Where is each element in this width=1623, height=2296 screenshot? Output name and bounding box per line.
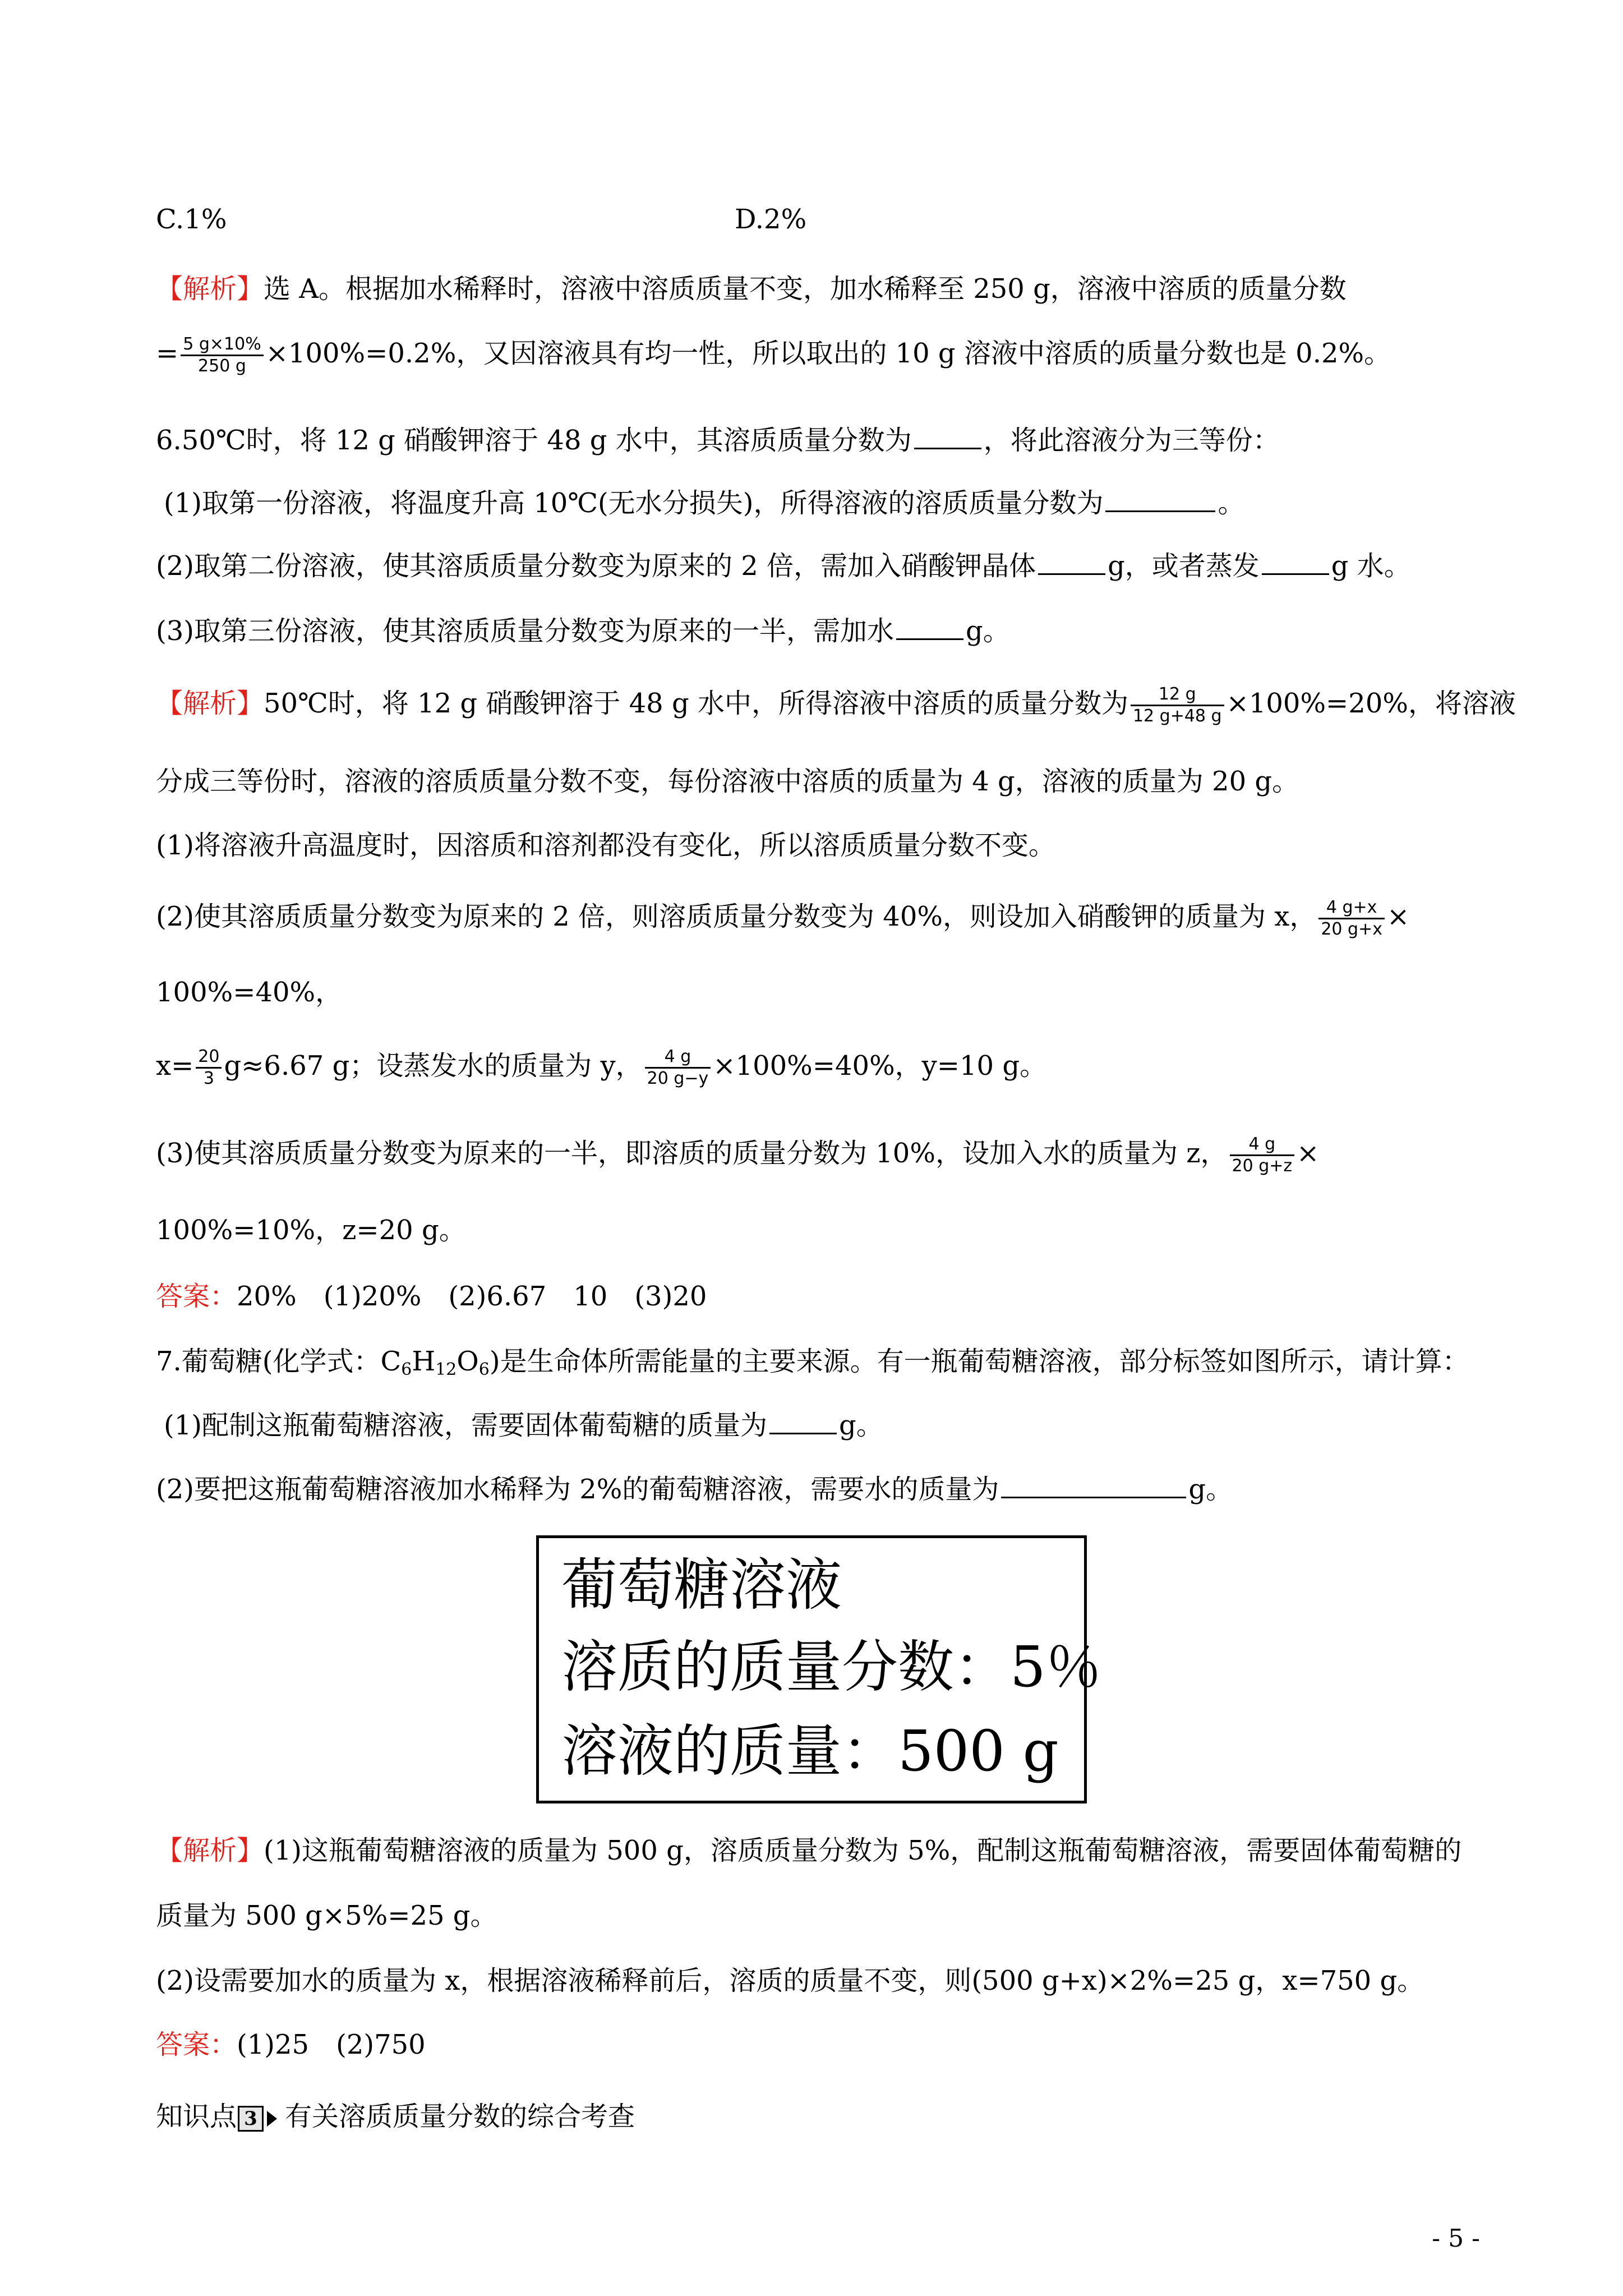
q5-analysis-line1: 【解析】选 A。根据加水稀释时，溶液中溶质质量不变，加水稀释至 250 g，溶液中溶质的质量分数 bbox=[156, 273, 1347, 305]
q5-analysis-line2: = $\frac{5 g\times 10\%}{250 g}$ ×100%=0.2%，又因溶液具有均一性，所以取出的 10 g 溶液中溶质的质量分数也是 0.2%。 bbox=[156, 334, 1391, 376]
answer-blank bbox=[1001, 1471, 1186, 1498]
q6-analysis-line7: (3)使其溶质质量分数变为原来的一半，即溶质的质量分数为 10%，设加入水的质量为 z， $\frac{4 g}{20 g+z}$ × bbox=[156, 1134, 1320, 1176]
knowledge-point-number: 3 bbox=[238, 2106, 264, 2132]
q6-analysis-line3: (1)将溶液升高温度时，因溶质和溶剂都没有变化，所以溶质质量分数不变。 bbox=[156, 830, 1055, 861]
analysis-tag: 【解析】 bbox=[156, 1835, 264, 1866]
q6-analysis-line8: 100%=10%，z=20 g。 bbox=[156, 1214, 466, 1246]
label-line-1: 葡萄糖溶液 bbox=[561, 1552, 842, 1618]
option-d: D.2% bbox=[735, 204, 807, 235]
knowledge-point-heading: 知识点 3 有关溶质质量分数的综合考查 bbox=[156, 2101, 635, 2132]
q7-answer: 答案：(1)25 (2)750 bbox=[156, 2029, 426, 2060]
arrow-right-icon bbox=[267, 2111, 277, 2127]
label-line-3: 溶液的质量：500 g bbox=[561, 1718, 1059, 1784]
answer-blank bbox=[914, 422, 981, 449]
q6-analysis-line6: x= $\frac{20}{3}$ g≈6.67 g；设蒸发水的质量为 y， $\frac{4 g}{20 g-y}$ ×100%=40%，y=10 g。 bbox=[156, 1047, 1047, 1088]
q6-part2: (2)取第二份溶液，使其溶质质量分数变为原来的 2 倍，需加入硝酸钾晶体 g，或者蒸发 g 水。 bbox=[156, 547, 1483, 585]
q6-analysis-line2: 分成三等份时，溶液的溶质质量分数不变，每份溶液中溶质的质量为 4 g，溶液的质量为 20 g。 bbox=[156, 766, 1299, 797]
fraction: $\frac{12 g}{12 g+48 g}$ bbox=[1131, 684, 1224, 726]
q6-answer: 答案：20% (1)20% (2)6.67 10 (3)20 bbox=[156, 1281, 707, 1312]
answer-blank bbox=[769, 1407, 837, 1434]
q7-analysis-line2: 质量为 500 g×5%=25 g。 bbox=[156, 1900, 497, 1931]
analysis-tag: 【解析】 bbox=[156, 688, 264, 719]
answer-tag: 答案： bbox=[156, 2029, 237, 2060]
fraction: $\frac{4 g+x}{20 g+x}$ bbox=[1318, 898, 1385, 940]
analysis-tag: 【解析】 bbox=[156, 273, 264, 305]
page-number: - 5 - bbox=[1432, 2224, 1480, 2253]
label-line-2: 溶质的质量分数：5％ bbox=[561, 1634, 1102, 1700]
answer-blank bbox=[1262, 547, 1329, 575]
q6-part1: (1)取第一份溶液，将温度升高 10℃(无水分损失)，所得溶液的溶质质量分数为 。 bbox=[164, 485, 1483, 522]
q7-part1: (1)配制这瓶葡萄糖溶液，需要固体葡萄糖的质量为 g。 bbox=[164, 1407, 1483, 1444]
q6-part3: (3)取第三份溶液，使其溶质质量分数变为原来的一半，需加水 g。 bbox=[156, 613, 1483, 650]
q6-stem: 6.50℃时，将 12 g 硝酸钾溶于 48 g 水中，其溶质质量分数为 ，将此溶液分为三等份： bbox=[156, 422, 1483, 459]
q7-analysis-line1: 【解析】(1)这瓶葡萄糖溶液的质量为 500 g，溶质质量分数为 5%，配制这瓶葡萄糖溶液，需要固体葡萄糖的 bbox=[156, 1835, 1462, 1866]
fraction: $\frac{20}{3}$ bbox=[196, 1047, 222, 1089]
answer-blank bbox=[1038, 547, 1105, 575]
answer-blank bbox=[896, 613, 963, 640]
q7-analysis-line3: (2)设需要加水的质量为 x，根据溶液稀释前后，溶质的质量不变，则(500 g+x)×2%=25 g，x=750 g。 bbox=[156, 1965, 1424, 1996]
answer-tag: 答案： bbox=[156, 1281, 237, 1312]
q6-analysis-line1: 【解析】50℃时，将 12 g 硝酸钾溶于 48 g 水中，所得溶液中溶质的质量分数为 $\frac{12 g}{12 g+48 g}$ ×100%=20%，将溶液 bbox=[156, 684, 1516, 726]
q7-stem: 7.葡萄糖(化学式：$C_6H_{12}O_6$)是生命体所需能量的主要来源。有一瓶葡萄糖溶液，部分标签如图所示，请计算： bbox=[156, 1346, 1469, 1379]
fraction: $\frac{4 g}{20 g+z}$ bbox=[1230, 1134, 1295, 1176]
q6-analysis-line5: 100%=40%， bbox=[156, 977, 343, 1008]
option-c: C.1% bbox=[156, 204, 227, 235]
answer-blank bbox=[1105, 485, 1215, 512]
fraction: $\frac{4 g}{20 g-y}$ bbox=[645, 1047, 711, 1089]
fraction: $\frac{5 g\times 10\%}{250 g}$ bbox=[181, 334, 263, 376]
option-row bbox=[156, 201, 1483, 238]
q7-part2: (2)要把这瓶葡萄糖溶液加水稀释为 2%的葡萄糖溶液，需要水的质量为 g。 bbox=[156, 1471, 1483, 1508]
q6-analysis-line4: (2)使其溶质质量分数变为原来的 2 倍，则溶质质量分数变为 40%，则设加入硝酸钾的质量为 x， $\frac{4 g+x}{20 g+x}$ × bbox=[156, 898, 1410, 939]
glucose-label-figure bbox=[536, 1535, 1102, 1803]
